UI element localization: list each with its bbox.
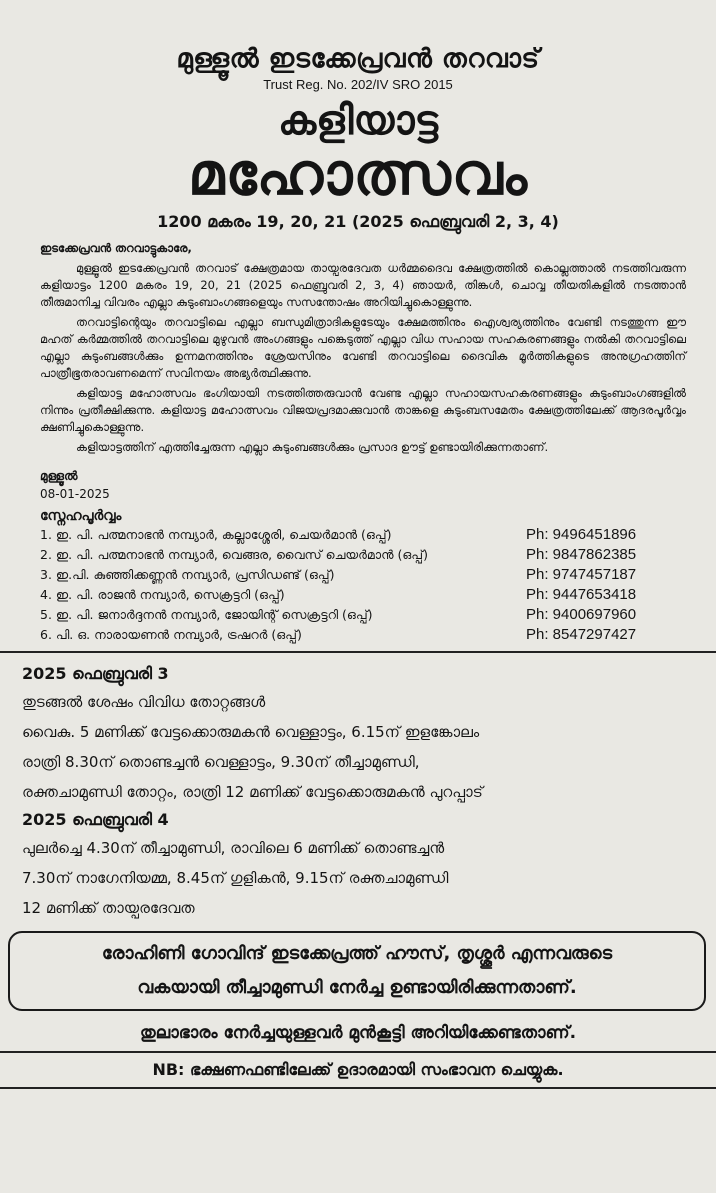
offering-line-1: രോഹിണി ഗോവിന്ദ് ഇടക്കേപ്രത്ത് ഹൗസ്, തൃശ്ശൂർ എന്നവരുടെ — [101, 943, 613, 964]
paragraph-2: തറവാട്ടിന്റെയും തറവാട്ടിലെ എല്ലാ ബന്ധുമിത്രാദികളുടേയും ക്ഷേമത്തിനും ഐശ്വര്യത്തിനും വേണ്ടി നടത്തുന്ന ഈ മഹത് കർമ്മത്തിൽ തറവാട്ടിലെ മുഴുവൻ അംഗങ്ങളും പങ്കെടുത്ത് എല്ലാ വിധ സഹായ സഹകരണങ്ങളും നൽകി തറവാട്ടിലെ എല്ലാ കുടുംബങ്ങൾക്കും ഉന്നമനത്തിനും ശ്രേയസിനും വേണ്ടി തറവാട്ടിലെ ദൈവിക മൂർത്തികളുടെ അനുഗ്രഹത്തിന് പാത്രീഭൂതരാവണമെന്ന് സവിനയം അഭ്യർത്ഥിക്കുന്നു. — [40, 315, 686, 380]
paragraph-4: കളിയാട്ടത്തിന് എത്തിച്ചേരുന്ന എല്ലാ കുടുംബങ്ങൾക്കും പ്രസാദ ഊട്ട് ഉണ്ടായിരിക്കുന്നതാണ്. — [76, 440, 549, 454]
member-name: 5. ഇ. പി. ജനാർദ്ദനൻ നമ്പ്യാർ, ജോയിന്റ് സെക്രട്ടറി (ഒപ്പ്) — [40, 607, 373, 622]
offering-notice-box — [8, 931, 706, 1011]
trust-registration: Trust Reg. No. 202/IV SRO 2015 — [263, 77, 453, 92]
member-name: 6. പി. ഒ. നാരായണൻ നമ്പ്യാർ, ട്രഷറർ (ഒപ്പ്) — [40, 627, 302, 642]
committee-member — [40, 545, 686, 565]
committee-member — [40, 585, 686, 605]
day1-line-2: വൈകു. 5 മണിക്ക് വേട്ടക്കൊരുമകൻ വെള്ളാട്ടം, 6.15ന് ഇളങ്കോലം — [22, 723, 480, 741]
committee-member — [40, 565, 686, 585]
member-phone: Ph: 9747457187 — [526, 566, 637, 583]
day1-line-1: തുടങ്ങൽ ശേഷം വിവിധ തോറ്റങ്ങൾ — [22, 693, 266, 711]
day2-date: 2025 ഫെബ്രുവരി 4 — [22, 810, 169, 829]
signoff-place: മുള്ളൂൽ — [40, 469, 78, 483]
day1-date: 2025 ഫെബ്രുവരി 3 — [22, 664, 169, 683]
tulabharam-notice: തുലാഭാരം നേർച്ചയുള്ളവർ മുൻകൂട്ടി അറിയിക്കേണ്ടതാണ്. — [139, 1023, 577, 1043]
member-name: 1. ഇ. പി. പത്മനാഭൻ നമ്പ്യാർ, കല്ലാശ്ശേരി, ചെയർമാൻ (ഒപ്പ്) — [40, 527, 392, 542]
nb-notice: NB: ഭക്ഷണഫണ്ടിലേക്ക് ഉദാരമായി സംഭാവന ചെയ്യുക. — [0, 1051, 716, 1089]
event-dates: 1200 മകരം 19, 20, 21 (2025 ഫെബ്രുവരി 2, 3, 4) — [157, 212, 559, 231]
member-name: 3. ഇ.പി. കുഞ്ഞിക്കണ്ണൻ നമ്പ്യാർ, പ്രസിഡണ്ട് (ഒപ്പ്) — [40, 567, 335, 582]
paragraph-3: കളിയാട്ട മഹോത്സവം ഭംഗിയായി നടത്തിത്തരുവാൻ വേണ്ട എല്ലാ സഹായസഹകരണങ്ങളും കുടുംബാംഗങ്ങളിൽ നിന്നും പ്രതീക്ഷിക്കുന്നു. കളിയാട്ട മഹോത്സവം വിജയപ്രദമാക്കുവാൻ താങ്കളെ കുടുംബസമേതം ക്ഷേത്രത്തിലേക്ക് ആദരപൂർവ്വം ക്ഷണിച്ചുകൊള്ളുന്നു. — [40, 386, 686, 434]
day1-line-3: രാത്രി 8.30ന് തൊണ്ടച്ചൻ വെള്ളാട്ടം, 9.30ന് തീച്ചാമുണ്ഡി, — [22, 753, 420, 771]
committee-member — [40, 525, 686, 545]
member-name: 4. ഇ. പി. രാജൻ നമ്പ്യാർ, സെക്രട്ടറി (ഒപ്പ്) — [40, 587, 285, 602]
member-phone: Ph: 9496451896 — [526, 526, 637, 543]
signoff-date: 08-01-2025 — [40, 487, 110, 501]
member-phone: Ph: 9447653418 — [526, 586, 637, 603]
committee-member — [40, 605, 686, 625]
day2-line-2: 7.30ന് നാഗേനിയമ്മ, 8.45ന് ഗുളികൻ, 9.15ന് രക്തചാമുണ്ഡി — [22, 869, 449, 887]
day1-line-4: രക്തചാമുണ്ഡി തോറ്റം, രാത്രി 12 മണിക്ക് വേട്ടക്കൊരുമകൻ പുറപ്പാട് — [22, 783, 483, 801]
member-phone: Ph: 9847862385 — [526, 546, 637, 563]
signoff — [0, 459, 716, 525]
schedule — [0, 653, 716, 923]
committee-member — [40, 625, 686, 645]
org-name: മുള്ളൂൽ ഇടക്കേപ്രവൻ തറവാട് — [176, 44, 540, 74]
day2-line-1: പുലർച്ചെ 4.30ന് തീച്ചാമുണ്ഡി, രാവിലെ 6 മണിക്ക് തൊണ്ടച്ചൻ — [22, 839, 445, 857]
signoff-sincerely: സ്നേഹപൂർവ്വം — [40, 508, 122, 524]
member-phone: Ph: 9400697960 — [526, 606, 637, 623]
salutation: ഇടക്കേപ്രവൻ തറവാട്ടുകാരേ, — [40, 241, 192, 255]
offering-line-2: വകയായി തീച്ചാമുണ്ഡി നേർച്ച ഉണ്ടായിരിക്കുന്നതാണ്. — [137, 977, 577, 998]
header — [0, 0, 716, 232]
member-phone: Ph: 8547297427 — [526, 626, 637, 643]
member-name: 2. ഇ. പി. പത്മനാഭൻ നമ്പ്യാർ, വെങ്ങര, വൈസ് ചെയർമാൻ (ഒപ്പ്) — [40, 547, 428, 562]
event-title-main: മഹോത്സവം — [188, 140, 528, 208]
paragraph-1: മുള്ളൂൽ ഇടക്കേപ്രവൻ തറവാട് ക്ഷേത്രമായ തായ്പരദേവത ധർമ്മദൈവ ക്ഷേത്രത്തിൽ കൊല്ലത്താൽ നടത്തിവരുന്ന കളിയാട്ടം 1200 മകരം 19, 20, 21 (2025 ഫെബ്രുവരി 2, 3, 4) ഞായർ, തിങ്കൾ, ചൊവ്വ തീയതികളിൽ നടത്താൻ തീരുമാനിച്ച വിവരം എല്ലാ കുടുംബാംഗങ്ങളെയും സസന്തോഷം അറിയിച്ചുകൊള്ളുന്നു. — [40, 261, 686, 309]
event-title-top: കളിയാട്ട — [278, 98, 438, 144]
day2-line-3: 12 മണിക്ക് തായ്പരദേവത — [22, 899, 195, 917]
invitation-body — [0, 232, 716, 456]
committee-list — [0, 525, 716, 645]
